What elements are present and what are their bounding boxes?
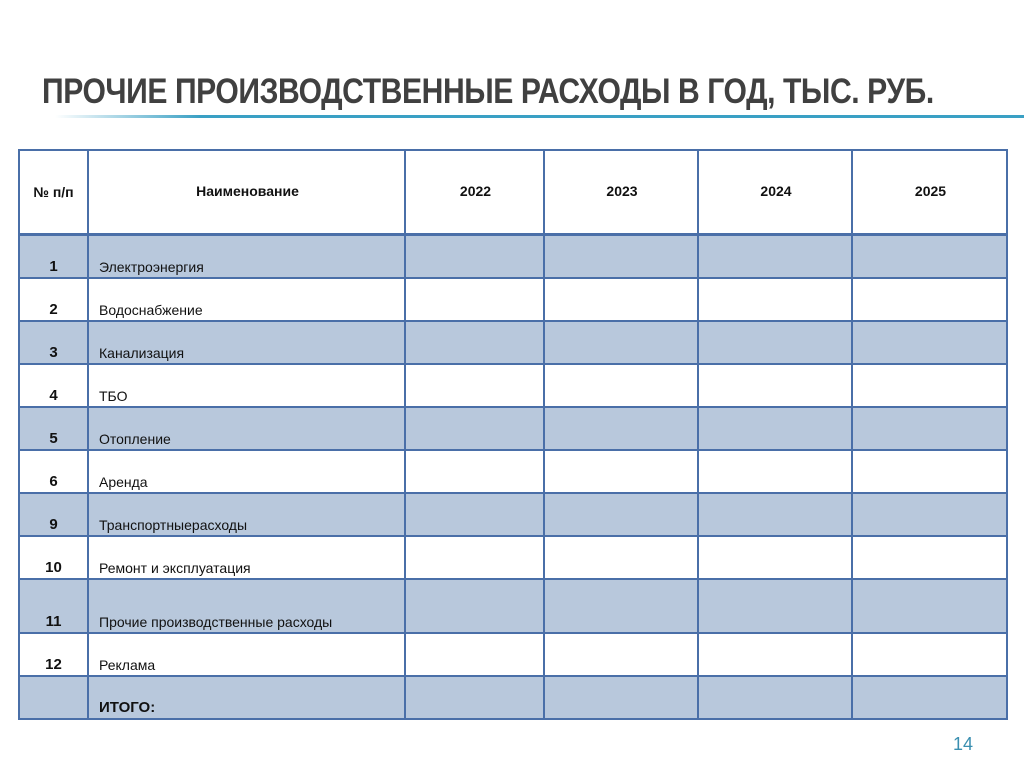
row-number: 5 xyxy=(19,407,88,450)
header-name: Наименование xyxy=(88,150,405,235)
table-header-row xyxy=(19,150,1007,235)
table-row xyxy=(19,676,1007,719)
value-cell-2025 xyxy=(852,235,1007,279)
table-row xyxy=(19,536,1007,579)
row-number: 6 xyxy=(19,450,88,493)
row-name: Реклама xyxy=(88,633,405,676)
value-cell-2024 xyxy=(698,321,852,364)
value-cell-2022 xyxy=(405,493,544,536)
table-row xyxy=(19,235,1007,279)
table-row xyxy=(19,364,1007,407)
value-cell-2024 xyxy=(698,235,852,279)
value-cell-2025 xyxy=(852,278,1007,321)
value-cell-2023 xyxy=(544,633,698,676)
value-cell-2022 xyxy=(405,364,544,407)
row-name: Отопление xyxy=(88,407,405,450)
value-cell-2023 xyxy=(544,364,698,407)
value-cell-2024 xyxy=(698,536,852,579)
row-number: 1 xyxy=(19,235,88,279)
value-cell-2025 xyxy=(852,579,1007,633)
header-2025: 2025 xyxy=(852,150,1007,235)
table-row xyxy=(19,278,1007,321)
value-cell-2022 xyxy=(405,407,544,450)
row-number: 11 xyxy=(19,579,88,633)
row-number xyxy=(19,676,88,719)
value-cell-2023 xyxy=(544,676,698,719)
value-cell-2023 xyxy=(544,321,698,364)
value-cell-2023 xyxy=(544,278,698,321)
value-cell-2025 xyxy=(852,633,1007,676)
table-row xyxy=(19,321,1007,364)
row-number: 4 xyxy=(19,364,88,407)
table-row xyxy=(19,493,1007,536)
value-cell-2025 xyxy=(852,493,1007,536)
value-cell-2024 xyxy=(698,407,852,450)
value-cell-2022 xyxy=(405,450,544,493)
row-number: 10 xyxy=(19,536,88,579)
row-name: Электроэнергия xyxy=(88,235,405,279)
row-name: Прочие производственные расходы xyxy=(88,579,405,633)
value-cell-2022 xyxy=(405,633,544,676)
value-cell-2023 xyxy=(544,407,698,450)
header-2024: 2024 xyxy=(698,150,852,235)
header-num: № п/п xyxy=(19,150,88,235)
title-underline xyxy=(55,115,1024,118)
value-cell-2025 xyxy=(852,321,1007,364)
row-number: 12 xyxy=(19,633,88,676)
value-cell-2025 xyxy=(852,536,1007,579)
value-cell-2024 xyxy=(698,278,852,321)
value-cell-2023 xyxy=(544,493,698,536)
value-cell-2022 xyxy=(405,676,544,719)
value-cell-2024 xyxy=(698,676,852,719)
row-name: Ремонт и эксплуатация xyxy=(88,536,405,579)
expenses-table xyxy=(18,149,1008,720)
value-cell-2024 xyxy=(698,450,852,493)
value-cell-2025 xyxy=(852,364,1007,407)
header-2022: 2022 xyxy=(405,150,544,235)
value-cell-2024 xyxy=(698,579,852,633)
value-cell-2024 xyxy=(698,493,852,536)
value-cell-2023 xyxy=(544,235,698,279)
value-cell-2022 xyxy=(405,536,544,579)
value-cell-2024 xyxy=(698,633,852,676)
row-name: ТБО xyxy=(88,364,405,407)
row-name: ИТОГО: xyxy=(88,676,405,719)
row-name: Водоснабжение xyxy=(88,278,405,321)
slide-title: ПРОЧИЕ ПРОИЗВОДСТВЕННЫЕ РАСХОДЫ В ГОД, ТЫС. РУБ. xyxy=(42,72,934,111)
row-name: Канализация xyxy=(88,321,405,364)
value-cell-2025 xyxy=(852,407,1007,450)
header-2023: 2023 xyxy=(544,150,698,235)
value-cell-2025 xyxy=(852,450,1007,493)
value-cell-2023 xyxy=(544,536,698,579)
table-row xyxy=(19,579,1007,633)
value-cell-2022 xyxy=(405,579,544,633)
value-cell-2022 xyxy=(405,235,544,279)
value-cell-2022 xyxy=(405,321,544,364)
row-name: Аренда xyxy=(88,450,405,493)
row-number: 3 xyxy=(19,321,88,364)
row-name: Транспортныерасходы xyxy=(88,493,405,536)
row-number: 2 xyxy=(19,278,88,321)
row-number: 9 xyxy=(19,493,88,536)
value-cell-2022 xyxy=(405,278,544,321)
value-cell-2025 xyxy=(852,676,1007,719)
table-row xyxy=(19,633,1007,676)
value-cell-2023 xyxy=(544,450,698,493)
table-row xyxy=(19,450,1007,493)
page-number: 14 xyxy=(953,734,974,754)
table-row xyxy=(19,407,1007,450)
value-cell-2024 xyxy=(698,364,852,407)
value-cell-2023 xyxy=(544,579,698,633)
